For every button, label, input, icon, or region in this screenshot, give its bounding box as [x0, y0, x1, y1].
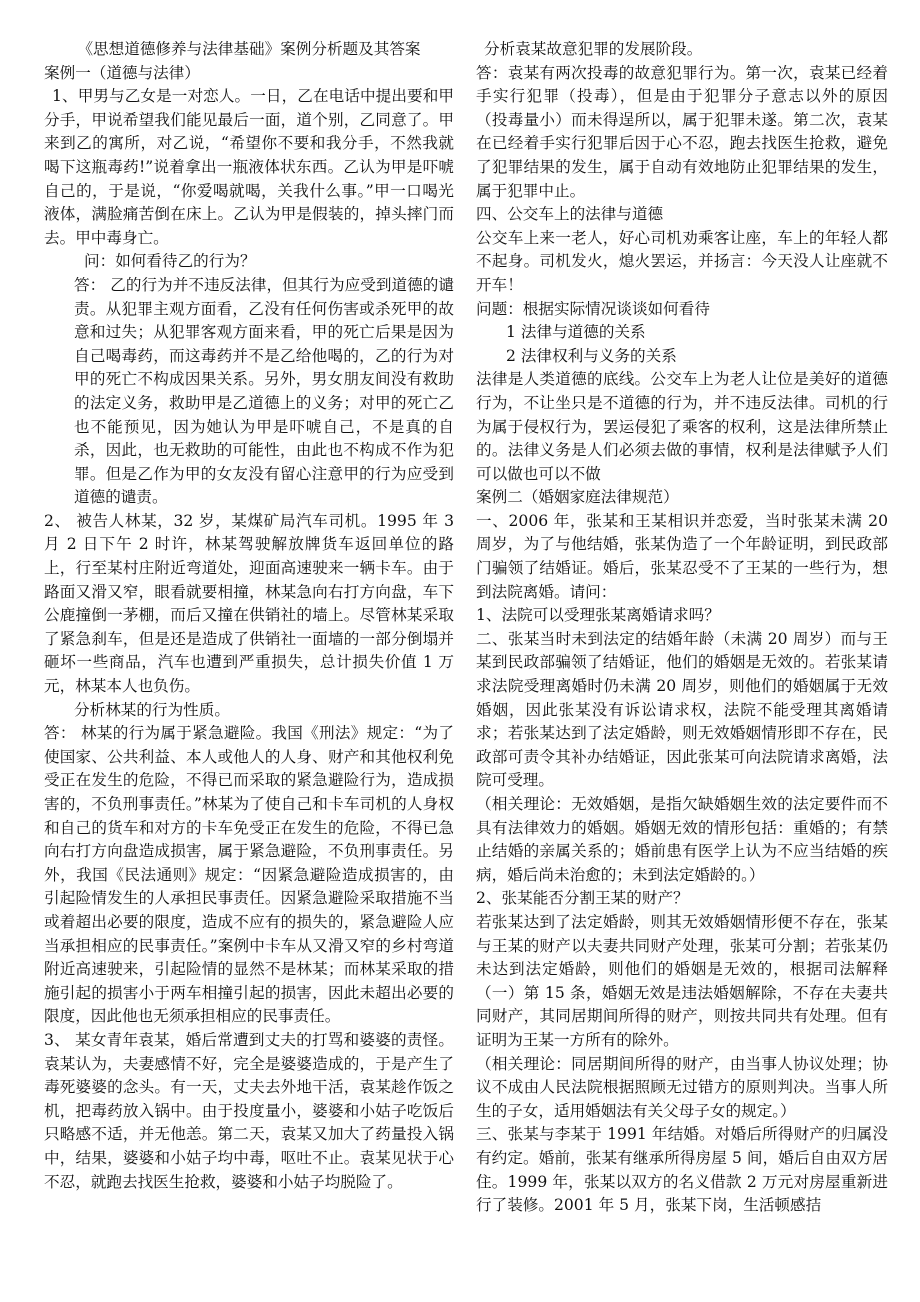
paragraph: 二、张某当时未到法定的结婚年龄（未满 20 周岁）而与王某到民政部骗领了结婚证，他们的婚姻是无效的。若张某请求法院受理离婚时仍未满 20 周岁，则他们的婚姻属于无效婚姻，因此张某没有诉讼请求权，法院不能受理其离婚请求；若张某达到了法定婚龄，则无效婚姻情形即不存在，民政部可责令其补办结婚证，因此张某可向法院请求离婚，法院可受理。 [476, 629, 888, 790]
paragraph: 若张某达到了法定婚龄，则其无效婚姻情形便不存在，张某与王某的财产以夫妻共同财产处理，张某可分割；若张某仍未达到法定婚龄，则他们的婚姻是无效的，根据司法解释（一）第 15 条，婚姻无效是违法婚姻解除，不存在夫妻共同财产，其同居期间所得的财产，则按共同共有处理。但有证明为王某一方所有的除外。 [476, 912, 888, 1049]
paragraph: 答： 乙的行为并不违反法律，但其行为应受到道德的谴责。从犯罪主观方面看，乙没有任何伤害或杀死甲的故意和过失；从犯罪客观方面来看，甲的死亡后果是因为自己喝毒药，而这毒药并不是乙给他喝的，乙的行为对甲的死亡不构成因果关系。另外，男女朋友间没有救助的法定义务，救助甲是乙道德上的义务；对甲的死亡乙也不能预见，因为她认为甲是吓唬自己，不是真的自杀，因此，也无救助的可能性，由此也不构成不作为犯罪。但是乙作为甲的女友没有留心注意甲的行为应受到道德的谴责。 [74, 275, 454, 507]
paragraph: 答：袁某有两次投毒的故意犯罪行为。第一次，袁某已经着手实行犯罪（投毒），但是由于犯罪分子意志以外的原因（投毒量小）而未得逞所以，属于犯罪未遂。第二次，袁某在已经着手实行犯罪后因于心不忍，跑去找医生抢救，避免了犯罪结果的发生，属于自动有效地防止犯罪结果的发生，属于犯罪中止。 [476, 63, 888, 200]
paragraph: 问：如何看待乙的行为？ [84, 252, 256, 271]
paragraph: 2 法律权利与义务的关系 [506, 346, 677, 365]
paragraph: 一、2006 年，张某和王某相识并恋爱，当时张某未满 20 周岁，为了与他结婚，张某伪造了一个年龄证明，到民政部门骗领了结婚证。婚后，张某忍受不了王某的一些行为，想到法院离婚。请问： [476, 511, 888, 601]
right-column [476, 38, 888, 1218]
paragraph: 2、 被告人林某，32 岁，某煤矿局汽车司机。1995 年 3 月 2 日下午 2 时许，林某驾驶解放牌货车返回单位的路上，行至某村庄附近弯道处，迎面高速驶来一辆卡车。由于路面又滑又窄，眼看就要相撞，林某急向右打方向盘，车下公鹿撞倒一茅棚，而后又撞在供销社的墙上。尽管林某采取了紧急刹车，但是还是造成了供销社一面墙的一部分倒塌并砸坏一些商品，汽车也遭到严重损失，总计损失价值 1 万元，林某本人也负伤。 [44, 511, 454, 696]
paragraph: 法律是人类道德的底线。公交车上为老人让位是美好的道德行为，不让坐只是不道德的行为，并不违反法律。司机的行为属于侵权行为，罢运侵犯了乘客的权利，这是法律所禁止的。法律义务是人们必须去做的事情，权利是法律赋予人们可以做也可以不做 [476, 370, 888, 483]
left-column [44, 38, 454, 1194]
paragraph: 分析袁某故意犯罪的发展阶段。 [484, 40, 703, 58]
paragraph: 1、甲男与乙女是一对恋人。一日，乙在电话中提出要和甲分手，甲说希望我们能见最后一面，道个别，乙同意了。甲来到乙的寓所，对乙说，“希望你不要和我分手，不然我就喝下这瓶毒药!”说着拿出一瓶液体状东西。乙认为甲是吓唬自己的，于是说，“你爱喝就喝，关我什么事。”甲一口喝光液体，满脸痛苦倒在床上。乙认为甲是假装的，掉头摔门而去。甲中毒身亡。 [44, 87, 454, 247]
paragraph: 1、法院可以受理张某离婚请求吗？ [476, 606, 720, 625]
paragraph: 3、 某女青年袁某，婚后常遭到丈夫的打骂和婆婆的责怪。袁某认为，夫妻感情不好，完全是婆婆造成的，于是产生了毒死婆婆的念头。有一天，丈夫去外地干活，袁某趁作饭之机，把毒药放入锅中。由于投度量小，婆婆和小姑子吃饭后只略感不适，并无他恙。第二天，袁某又加大了药量投入锅中，结果，婆婆和小姑子均中毒，呕吐不止。袁某见状于心不忍，就跑去找医生抢救，婆婆和小姑子均脱险了。 [44, 1030, 454, 1191]
paragraph: 答： 林某的行为属于紧急避险。我国《刑法》规定：“为了使国家、公共利益、本人或他人的人身、财产和其他权利免受正在发生的危险，不得已而采取的紧急避险行为，造成损害的，不负刑事责任。”林某为了使自己和卡车司机的人身权和自己的货车和对方的卡车免受正在发生的危险，不得已急向右打方向盘造成损害，属于紧急避险，不负刑事责任。另外，我国《民法通则》规定：“因紧急避险造成损害的，由引起险情发生的人承担民事责任。因紧急避险采取措施不当或着超出必要的限度，造成不应有的损失的，紧急避险人应当承担相应的民事责任。”案例中卡车从又滑又窄的乡村弯道附近高速驶来，引起险情的显然不是林某；而林某采取的措施引起的损害小于两车相撞引起的损害，因此未超出必要的限度，因此他也无须承担相应的民事责任。 [44, 724, 454, 1026]
paragraph: （相关理论：同居期间所得的财产，由当事人协议处理；协议不成由人民法院根据照顾无过错方的原则判决。当事人所生的子女，适用婚姻法有关父母子女的规定。） [476, 1054, 888, 1120]
paragraph: 问题：根据实际情况谈谈如何看待 [476, 299, 710, 318]
paragraph: 公交车上来一老人，好心司机劝乘客让座，车上的年轻人都不起身。司机发火，熄火罢运，并扬言：今天没人让座就不开车！ [476, 228, 888, 294]
paragraph: 四、公交车上的法律与道德 [476, 205, 664, 224]
paragraph: 2、张某能否分割王某的财产？ [476, 889, 689, 908]
paragraph: （相关理论：无效婚姻，是指欠缺婚姻生效的法定要件而不具有法律效力的婚姻。婚姻无效的情形包括：重婚的；有禁止结婚的亲属关系的；婚前患有医学上认为不应当结婚的疾病，婚后尚未治愈的；未到法定婚龄的。） [476, 795, 888, 884]
paragraph: 《思想道德修养与法律基础》案例分析题及其答案 [77, 40, 421, 58]
paragraph: 1 法律与道德的关系 [506, 323, 646, 342]
paragraph: 分析林某的行为性质。 [74, 700, 230, 719]
paragraph: 案例一（道德与法律） [44, 63, 200, 82]
paragraph: 案例二（婚姻家庭法律规范） [476, 488, 679, 507]
paragraph: 三、张某与李某于 1991 年结婚。对婚后所得财产的归属没有约定。婚前，张某有继承所得房屋 5 间，婚后自由双方居住。1999 年，张某以双方的名义借款 2 万元对房屋重新进行了装修。2001 年 5 月，张某下岗，生活顿感拮 [476, 1125, 888, 1215]
